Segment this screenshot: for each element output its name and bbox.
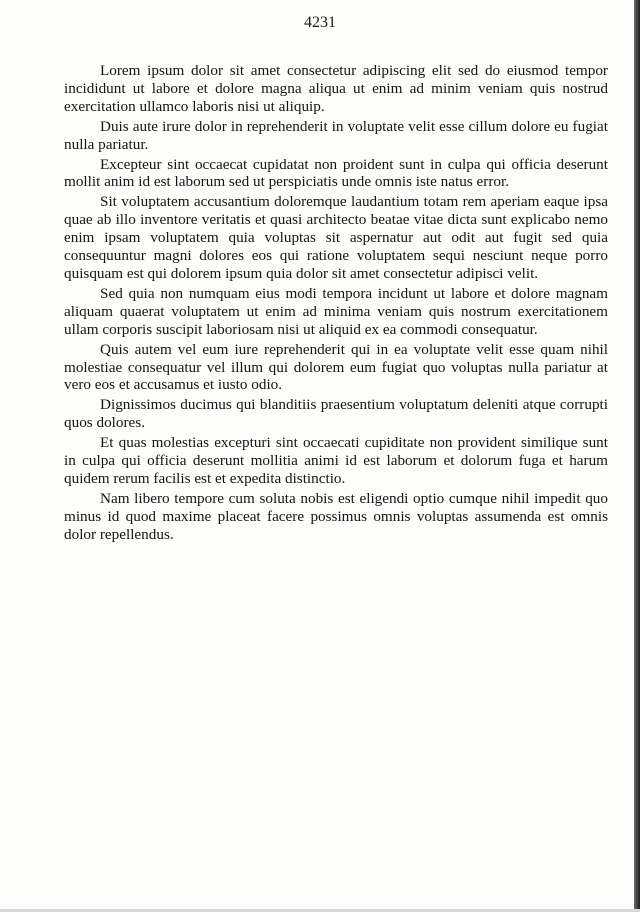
paragraph: Dignissimos ducimus qui blanditiis praesentium voluptatum deleniti atque corrupti quos dolores.	[64, 396, 608, 432]
document-body	[64, 62, 608, 546]
paragraph: Et quas molestias excepturi sint occaecati cupiditate non provident similique sunt in culpa qui officia deserunt mollitia animi id est laborum et dolorum fuga et harum quidem rerum facilis est et expedita distinctio.	[64, 434, 608, 487]
page-number: 4231	[304, 14, 336, 31]
paragraph: Excepteur sint occaecat cupidatat non proident sunt in culpa qui officia deserunt mollit anim id est laborum sed ut perspiciatis unde omnis iste natus error.	[64, 155, 608, 191]
scan-edge-shadow	[634, 0, 640, 912]
paragraph: Lorem ipsum dolor sit amet consectetur adipiscing elit sed do eiusmod tempor incididunt ut labore et dolore magna aliqua ut enim ad minim veniam quis nostrud exercitation ullamco laboris nisi ut aliquip.	[64, 62, 608, 115]
paragraph: Duis aute irure dolor in reprehenderit in voluptate velit esse cillum dolore eu fugiat nulla pariatur.	[64, 117, 608, 153]
paragraph: Sit voluptatem accusantium doloremque laudantium totam rem aperiam eaque ipsa quae ab illo inventore veritatis et quasi architecto beatae vitae dicta sunt explicabo nemo enim ipsam voluptatem quia voluptas sit aspernatur aut odit aut fugit sed quia consequuntur magni dolores eos qui ratione voluptatem sequi nesciunt neque porro quisquam est qui dolorem ipsum quia dolor sit amet consectetur adipisci velit.	[64, 193, 608, 282]
paragraph: Sed quia non numquam eius modi tempora incidunt ut labore et dolore magnam aliquam quaerat voluptatem ut enim ad minima veniam quis nostrum exercitationem ullam corporis suscipit laboriosam nisi ut aliquid ex ea commodi consequatur.	[64, 284, 608, 338]
paragraph: Nam libero tempore cum soluta nobis est eligendi optio cumque nihil impedit quo minus id quod maxime placeat facere possimus omnis voluptas assumenda est omnis dolor repellendus.	[64, 489, 608, 543]
paragraph: Quis autem vel eum iure reprehenderit qui in ea voluptate velit esse quam nihil molestiae consequatur vel illum qui dolorem eum fugiat quo voluptas nulla pariatur at vero eos et accusamus et iusto odio.	[64, 340, 608, 394]
